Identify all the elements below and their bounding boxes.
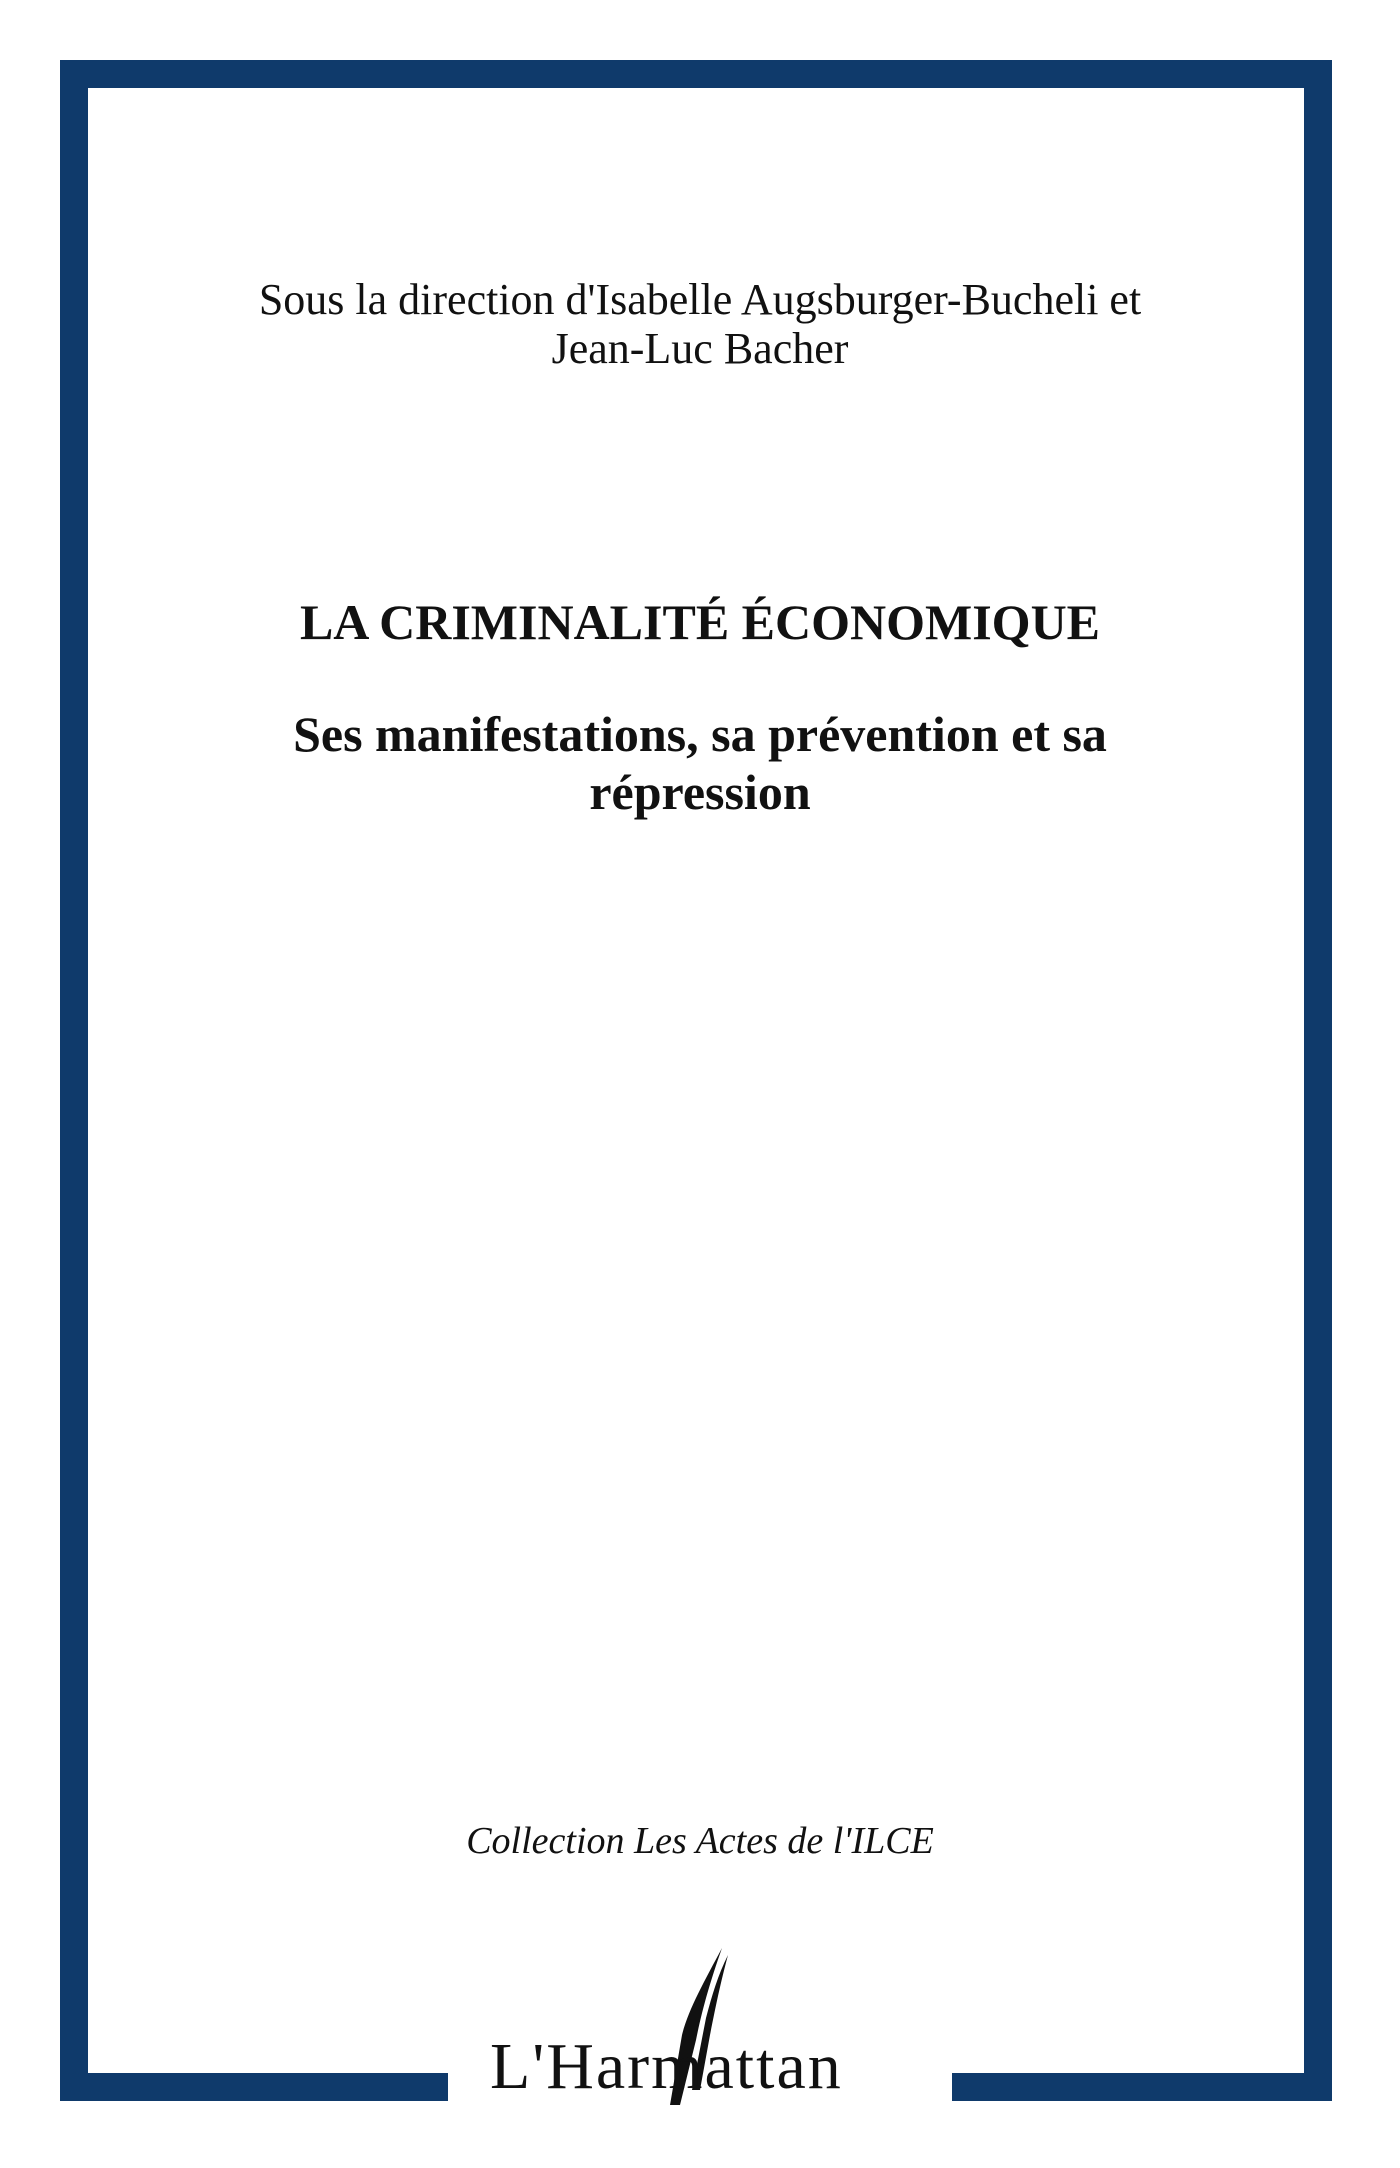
editors (0, 275, 1400, 373)
publisher-logo (490, 1940, 910, 2110)
book-subtitle (0, 705, 1400, 821)
book-title: LA CRIMINALITÉ ÉCONOMIQUE (299, 594, 1101, 650)
publisher-wordmark: L'Harmattan (490, 2030, 843, 2103)
subtitle-line-1: Ses manifestations, sa prévention et sa (293, 706, 1107, 762)
subtitle-line-2: répression (589, 764, 811, 820)
collection-name: Collection Les Actes de l'ILCE (466, 1820, 934, 1862)
editors-line-2: Jean-Luc Bacher (551, 324, 849, 373)
editors-line-1: Sous la direction d'Isabelle Augsburger-Bucheli et (258, 275, 1142, 324)
